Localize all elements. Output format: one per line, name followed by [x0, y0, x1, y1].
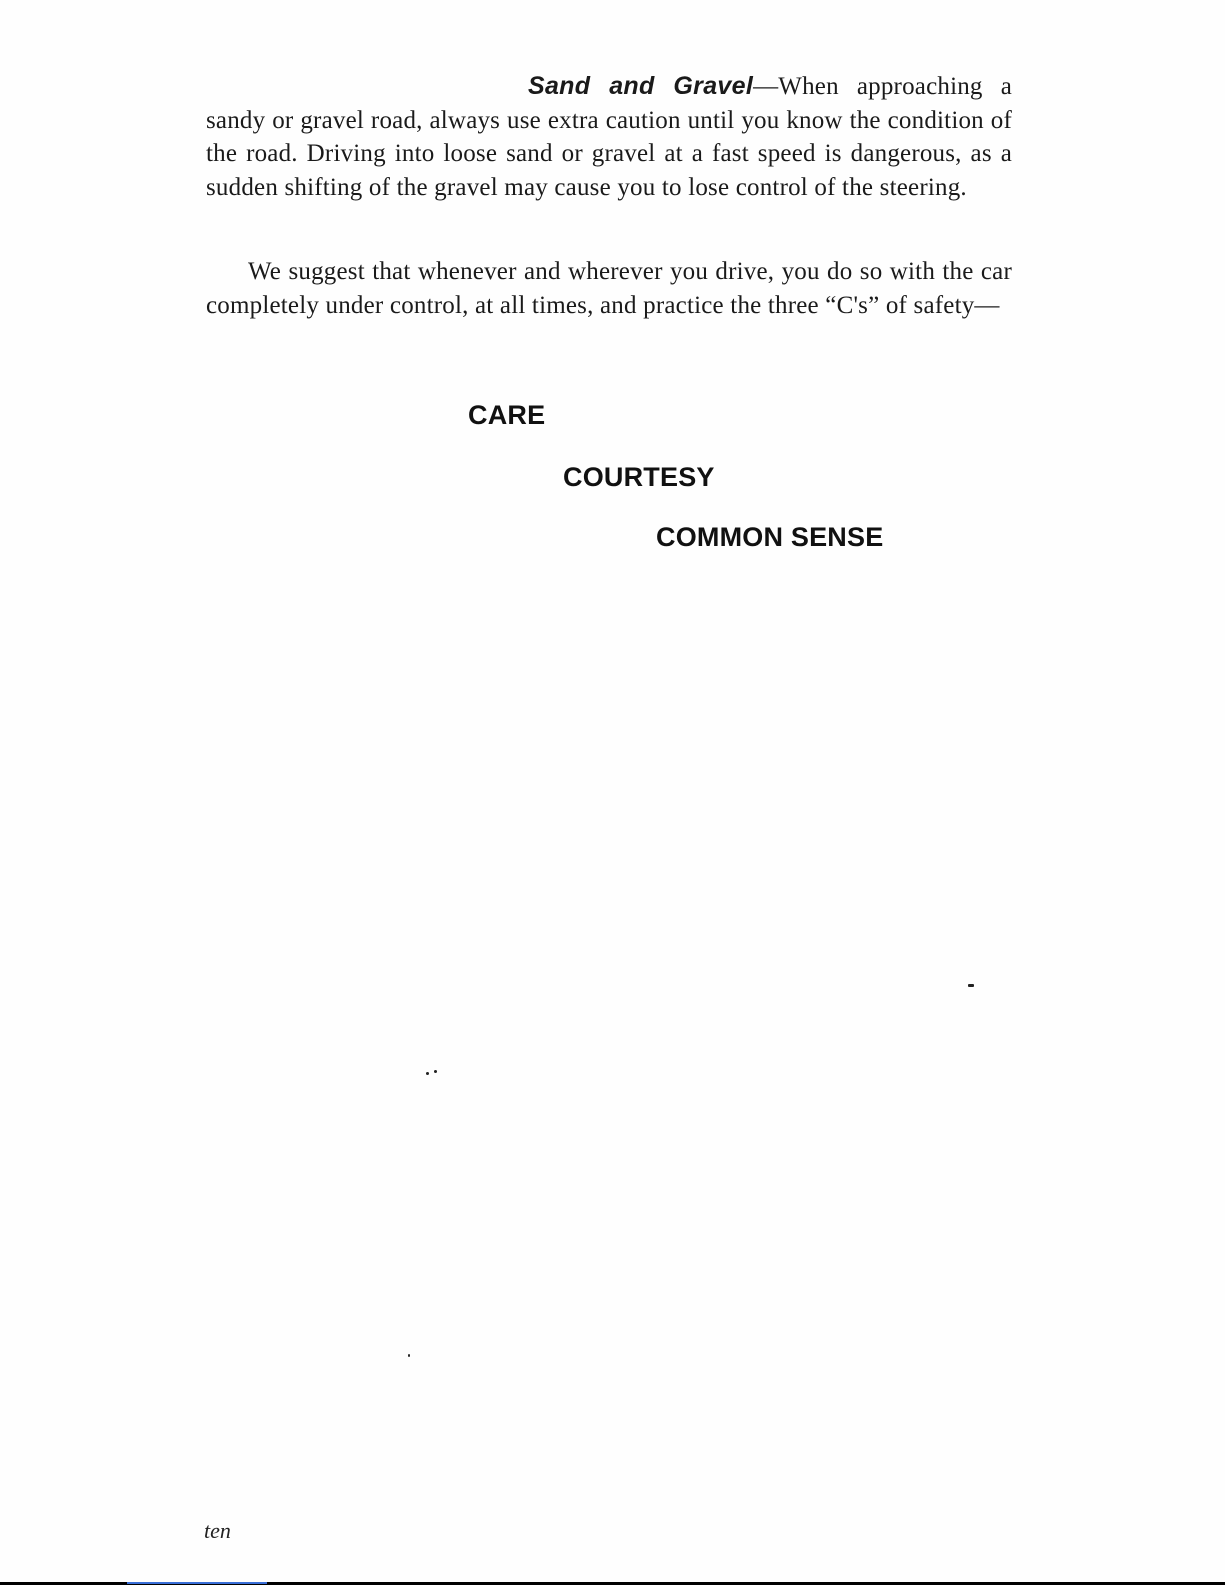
section-heading-sand-and-gravel: Sand and Gravel [528, 72, 754, 100]
em-dash: — [753, 73, 779, 100]
paragraph-body-text: When approaching a sandy or gravel road, always use extra caution until you know the condition of the road. Driving into loose sand or gravel at a fast speed is dangerous, as a sudden shifting of the gravel may cause you to lose control of the steering. [206, 73, 1013, 201]
safety-word-care: CARE [468, 400, 546, 430]
scan-speck [426, 1072, 429, 1075]
scan-speck [434, 1070, 437, 1073]
bottom-link-underline [127, 1582, 267, 1584]
scan-speck [408, 1354, 410, 1357]
page-number: ten [204, 1518, 231, 1543]
paragraph-suggestion [206, 255, 1012, 322]
scan-speck [968, 984, 974, 987]
safety-word-courtesy: COURTESY [563, 462, 715, 492]
paragraph-sand-and-gravel [206, 70, 1012, 204]
safety-word-common-sense: COMMON SENSE [656, 522, 884, 552]
paragraph-body-text: We suggest that whenever and wherever you drive, you do so with the car completely under control, at all times, and practice the three “C's” of safety— [206, 258, 1012, 319]
